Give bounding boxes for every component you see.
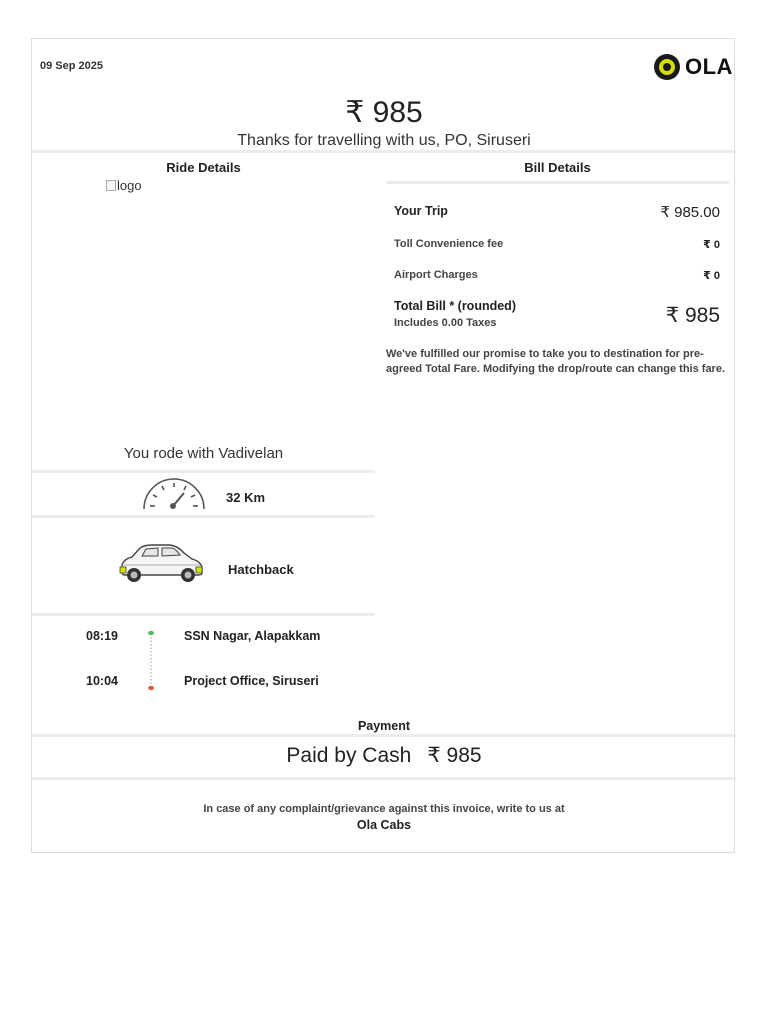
car-type: Hatchback <box>228 562 294 577</box>
car-icon <box>118 543 204 585</box>
divider <box>32 613 375 616</box>
distance-value: 32 Km <box>226 490 266 505</box>
speedometer-icon <box>142 475 206 511</box>
toll-label: Toll Convenience fee <box>394 238 504 250</box>
ola-logo <box>654 54 733 80</box>
divider <box>32 515 375 518</box>
your-trip-label: Your Trip <box>394 204 448 218</box>
divider <box>32 150 736 153</box>
image-alt-text: logo <box>117 178 142 193</box>
payment-amount: ₹ 985 <box>427 744 482 767</box>
ola-logo-icon <box>654 54 680 80</box>
airport-label: Airport Charges <box>394 269 478 281</box>
ride-map-image <box>106 178 142 193</box>
company-name: Ola Cabs <box>356 818 412 832</box>
payment-method: Paid by Cash <box>286 744 412 767</box>
ola-logo-text: OLA <box>685 54 733 79</box>
toll-value: ₹ 0 <box>703 239 720 251</box>
drop-place: Project Office, Siruseri <box>184 674 319 688</box>
route-line-icon <box>146 630 156 692</box>
thanks-message: Thanks for travelling with us, PO, Siruseri <box>237 132 531 149</box>
your-trip-value: ₹ 985.00 <box>660 204 720 221</box>
total-bill-value: ₹ 985 <box>665 304 720 327</box>
payment-title: Payment <box>357 719 411 733</box>
pickup-place: SSN Nagar, Alapakkam <box>184 629 321 643</box>
payment-summary <box>32 743 736 768</box>
broken-image-icon <box>106 180 116 191</box>
ride-details-title: Ride Details <box>166 160 241 175</box>
invoice-card <box>31 38 735 853</box>
divider <box>32 734 736 737</box>
taxes-label: Includes 0.00 Taxes <box>394 317 497 329</box>
airport-value: ₹ 0 <box>703 270 720 282</box>
invoice-date: 09 Sep 2025 <box>40 60 103 72</box>
complaint-text: In case of any complaint/grievance against this invoice, write to us at <box>203 803 565 815</box>
divider <box>32 470 375 473</box>
divider <box>386 181 729 184</box>
pickup-time: 08:19 <box>86 629 118 643</box>
driver-text: You rode with Vadivelan <box>123 445 284 462</box>
divider <box>32 777 736 780</box>
drop-time: 10:04 <box>86 674 118 688</box>
total-amount: ₹ 985 <box>345 96 423 129</box>
fare-promise-note: We've fulfilled our promise to take you to destination for pre-agreed Total Fare. Modifying the drop/route can change this fare. <box>386 348 726 375</box>
bill-details-title: Bill Details <box>524 160 591 175</box>
total-bill-label: Total Bill * (rounded) <box>394 299 516 313</box>
